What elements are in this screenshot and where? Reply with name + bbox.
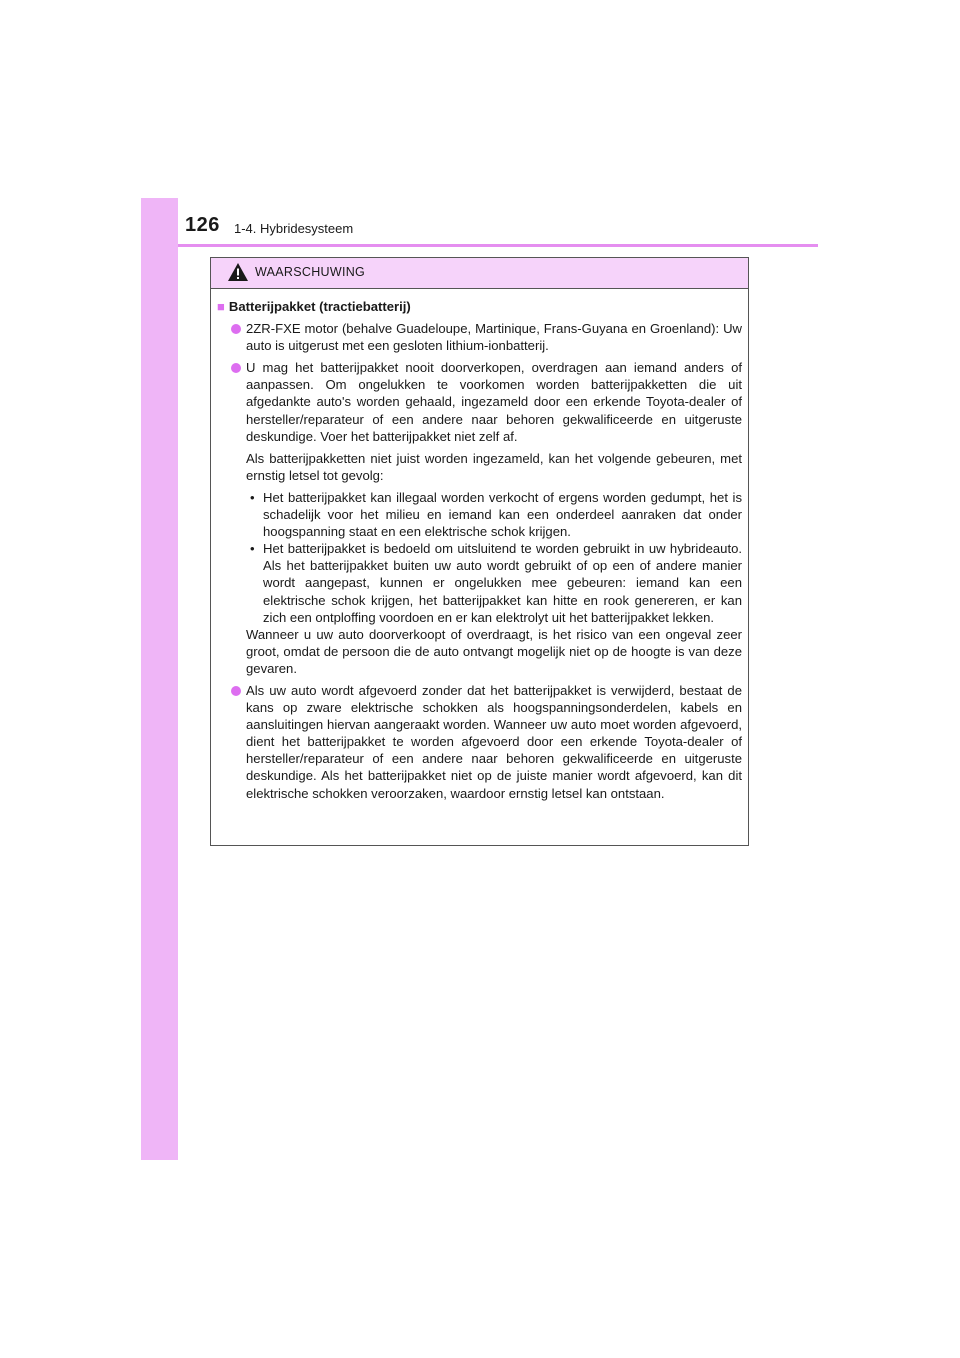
page-number: 126 bbox=[185, 214, 220, 236]
bullet-dot-icon bbox=[231, 363, 241, 373]
sub-bullet: • bbox=[250, 541, 255, 557]
warning-header bbox=[211, 258, 748, 289]
warning-box bbox=[210, 257, 749, 846]
warning-body bbox=[211, 289, 748, 802]
chapter-tab bbox=[141, 198, 178, 1160]
list-item bbox=[217, 320, 742, 354]
resale-note: Wanneer u uw auto doorverkoopt of overdraagt, is het risico van een ongeval zeer groot, omdat de persoon die de auto ontvangt mogelijk niet op de hoogte is van deze gevaren. bbox=[246, 626, 742, 676]
warning-heading-text: Batterijpakket (tractiebatterij) bbox=[228, 299, 411, 314]
list-item-text: 2ZR-FXE motor (behalve Guadeloupe, Martinique, Frans-Guyana en Groenland): Uw auto is uitgerust met een gesloten lithium-ionbatterij. bbox=[246, 321, 742, 354]
sub-list bbox=[217, 489, 742, 626]
sub-list-item-text: Het batterijpakket is bedoeld om uitsluitend te worden gebruikt in uw hybrideauto. Als het batterijpakket buiten uw auto wordt gebruikt of op een of andere manier wordt aangepast, kunnen er ongelukken mee gebeuren: iemand kan een elektrische schok krijgen, het batterijpakket kan hitte en rook genereren, er kan zich een ontploffing voordoen en er kan elektrolyt uit het batterijpakket lekken. bbox=[263, 541, 742, 625]
warning-triangle-icon bbox=[227, 262, 249, 282]
bullet-dot-icon bbox=[231, 324, 241, 334]
warning-heading bbox=[217, 298, 742, 315]
square-bullet-icon: ■ bbox=[217, 299, 225, 314]
list-item-text: U mag het batterijpakket nooit doorverkopen, overdragen aan iemand anders of aanpassen. Om ongelukken te voorkomen worden batterijpakketten die uit afgedankte auto's worden gehaald, ingezameld door een erkende Toyota-dealer of hersteller/reparateur of een andere naar behoren gekwalificeerde en uitgeruste deskundige. Voer het batterijpakket niet zelf af. bbox=[246, 360, 742, 444]
section-title: 1-4. Hybridesysteem bbox=[234, 221, 354, 236]
warning-label: WAARSCHUWING bbox=[255, 265, 366, 279]
sub-bullet: • bbox=[250, 489, 255, 505]
list-item-text: Als uw auto wordt afgevoerd zonder dat het batterijpakket is verwijderd, bestaat de kans op zware elektrische schokken als hoogspanningsonderdelen, kabels en aansluitingen hiervan aangeraakt worden. Wanneer uw auto moet worden afgevoerd, dient het batterijpakket te worden afgevoerd door een erkende Toyota-dealer of hersteller/reparateur of een andere naar behoren gekwalificeerde en uitgeruste deskundige. Als het batterijpakket niet op de juiste manier wordt afgevoerd, kan dit elektrische schokken veroorzaken, waardoor ernstig letsel kan ontstaan. bbox=[246, 682, 742, 801]
sub-list-item bbox=[246, 540, 742, 625]
header-rule bbox=[178, 244, 818, 247]
bullet-dot-icon bbox=[231, 686, 241, 696]
sub-list-item-text: Het batterijpakket kan illegaal worden verkocht of ergens worden gedumpt, het is schadelijk voor het milieu en iemand kan een onderdeel aanraken dat onder hoogspanning staat en een elektrische schok krijgen. bbox=[263, 489, 742, 540]
list-item bbox=[217, 359, 742, 444]
list-item bbox=[217, 682, 742, 802]
consequence-intro: Als batterijpakketten niet juist worden ingezameld, kan het volgende gebeuren, met ernstig letsel tot gevolg: bbox=[246, 450, 742, 483]
sub-list-item bbox=[246, 489, 742, 540]
